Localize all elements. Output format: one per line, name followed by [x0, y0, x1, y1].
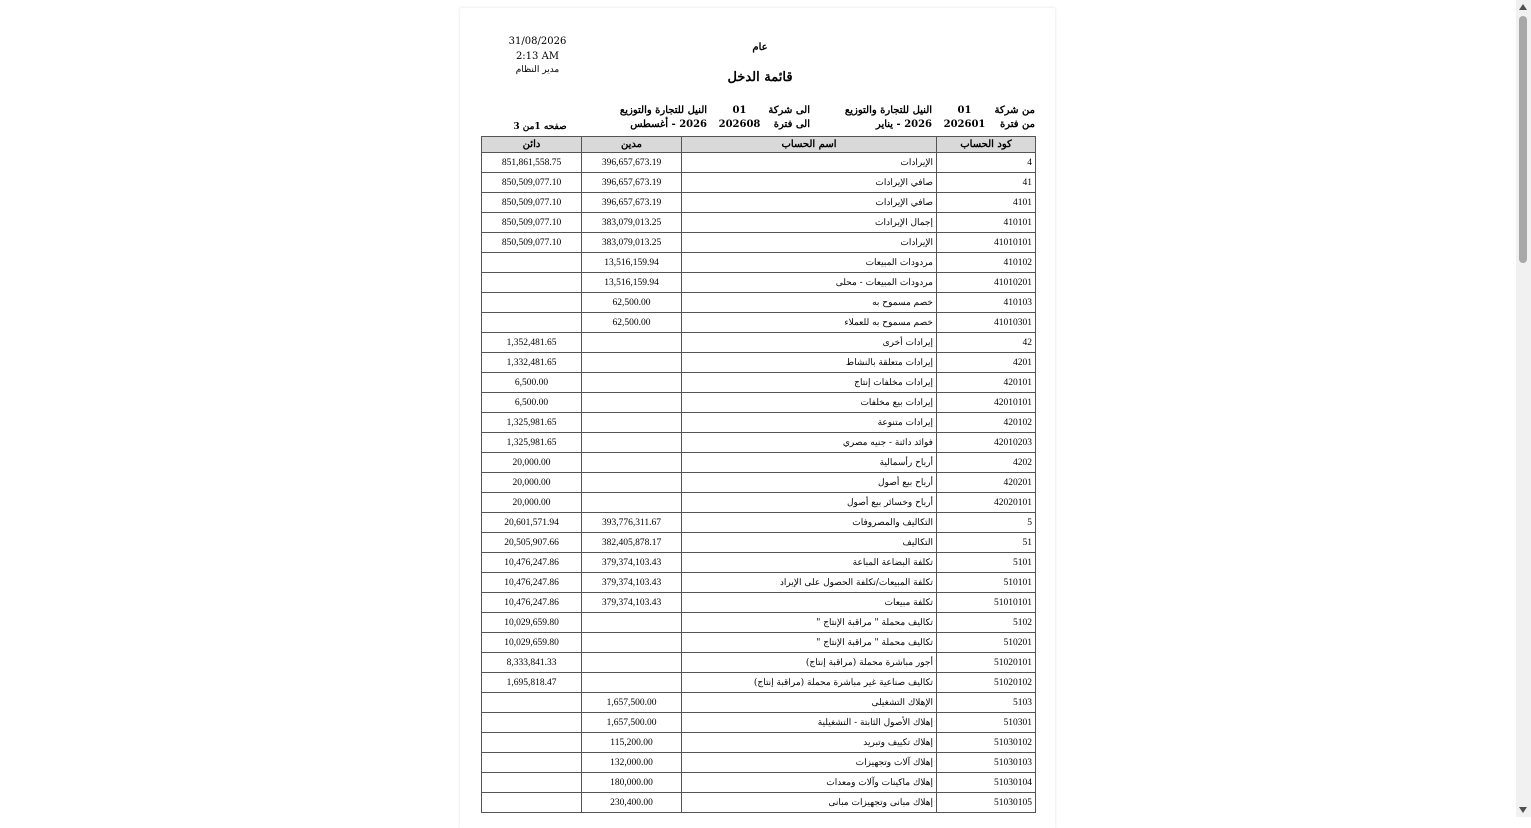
- to-filter: [620, 104, 810, 132]
- credit-cell: [482, 733, 582, 753]
- credit-cell: 20,000.00: [482, 453, 582, 473]
- credit-cell: 1,332,481.65: [482, 353, 582, 373]
- credit-cell: 10,476,247.86: [482, 573, 582, 593]
- credit-cell: 10,476,247.86: [482, 553, 582, 573]
- table-header-row: [482, 137, 1036, 153]
- account-name-cell: أرباح بيع أصول: [682, 473, 937, 493]
- account-code-cell: 510201: [937, 633, 1036, 653]
- debit-cell: 383,079,013.25: [582, 233, 682, 253]
- account-code-cell: 51030103: [937, 753, 1036, 773]
- account-code-cell: 410103: [937, 293, 1036, 313]
- debit-cell: [582, 333, 682, 353]
- account-code-cell: 420102: [937, 413, 1036, 433]
- credit-cell: 10,029,659.80: [482, 613, 582, 633]
- credit-cell: 1,695,818.47: [482, 673, 582, 693]
- table-row: [482, 613, 1036, 633]
- from-period-line: [845, 118, 1035, 132]
- account-name-cell: أرباح رأسمالية: [682, 453, 937, 473]
- credit-cell: 851,861,558.75: [482, 153, 582, 173]
- credit-cell: 6,500.00: [482, 393, 582, 413]
- table-row: [482, 233, 1036, 253]
- report-datetime: [500, 34, 575, 64]
- scroll-up-arrow-icon[interactable]: [1519, 4, 1527, 10]
- account-code-cell: 51020101: [937, 653, 1036, 673]
- account-name-cell: أجور مباشرة محملة (مراقبة إنتاج): [682, 653, 937, 673]
- report-type: عام: [752, 42, 768, 53]
- debit-cell: 383,079,013.25: [582, 213, 682, 233]
- table-row: [482, 273, 1036, 293]
- account-code-cell: 4201: [937, 353, 1036, 373]
- debit-cell: [582, 633, 682, 653]
- account-code-cell: 51010101: [937, 593, 1036, 613]
- credit-cell: 850,509,077.10: [482, 193, 582, 213]
- report-time: 2:13 AM: [515, 51, 560, 62]
- table-row: [482, 633, 1036, 653]
- account-name-cell: إيرادات أخرى: [682, 333, 937, 353]
- account-name-cell: تكاليف محملة " مراقبة الإنتاج ": [682, 633, 937, 653]
- account-name-cell: إهلاك تكييف وتبريد: [682, 733, 937, 753]
- account-code-cell: 41010101: [937, 233, 1036, 253]
- account-code-cell: 410101: [937, 213, 1036, 233]
- account-name-cell: تكلفة مبيعات: [682, 593, 937, 613]
- from-period-code: 202601: [943, 119, 986, 130]
- table-row: [482, 313, 1036, 333]
- debit-cell: [582, 413, 682, 433]
- debit-cell: [582, 653, 682, 673]
- account-code-cell: 51: [937, 533, 1036, 553]
- table-row: [482, 293, 1036, 313]
- table-row: [482, 193, 1036, 213]
- debit-cell: [582, 393, 682, 413]
- account-code-cell: 5103: [937, 693, 1036, 713]
- account-code-cell: 51030104: [937, 773, 1036, 793]
- credit-cell: [482, 793, 582, 813]
- table-row: [482, 333, 1036, 353]
- from-period-label: من فترة: [999, 119, 1035, 130]
- table-row: [482, 353, 1036, 373]
- debit-cell: 180,000.00: [582, 773, 682, 793]
- account-code-cell: 5: [937, 513, 1036, 533]
- page-info: صفحه 1من 3: [513, 122, 567, 132]
- account-name-cell: الإيرادات: [682, 233, 937, 253]
- table-row: [482, 733, 1036, 753]
- debit-cell: [582, 353, 682, 373]
- from-company-label: من شركة: [994, 105, 1035, 116]
- credit-cell: 8,333,841.33: [482, 653, 582, 673]
- table-row: [482, 653, 1036, 673]
- table-body: [482, 153, 1036, 813]
- debit-cell: 379,374,103.43: [582, 573, 682, 593]
- account-name-cell: تكاليف صناعية غير مباشرة محملة (مراقبة إنتاج): [682, 673, 937, 693]
- table-row: [482, 433, 1036, 453]
- table-row: [482, 173, 1036, 193]
- to-period-code: 202608: [718, 119, 761, 130]
- col-debit-header: مدين: [582, 137, 682, 153]
- account-name-cell: أرباح وخسائر بيع أصول: [682, 493, 937, 513]
- debit-cell: 13,516,159.94: [582, 273, 682, 293]
- account-name-cell: الإيرادات: [682, 153, 937, 173]
- account-name-cell: التكاليف: [682, 533, 937, 553]
- account-name-cell: صافي الإيرادات: [682, 173, 937, 193]
- vertical-scrollbar[interactable]: [1516, 0, 1531, 817]
- account-code-cell: 42: [937, 333, 1036, 353]
- account-code-cell: 420201: [937, 473, 1036, 493]
- to-period-label: الى فترة: [773, 119, 810, 130]
- credit-cell: 20,601,571.94: [482, 513, 582, 533]
- credit-cell: 1,325,981.65: [482, 433, 582, 453]
- credit-cell: 850,509,077.10: [482, 233, 582, 253]
- account-code-cell: 410102: [937, 253, 1036, 273]
- debit-cell: [582, 433, 682, 453]
- credit-cell: 6,500.00: [482, 373, 582, 393]
- to-period-line: [620, 118, 810, 132]
- account-code-cell: 51020102: [937, 673, 1036, 693]
- account-code-cell: 510101: [937, 573, 1036, 593]
- income-statement-table: [481, 136, 1036, 813]
- debit-cell: 396,657,673.19: [582, 153, 682, 173]
- table-row: [482, 393, 1036, 413]
- credit-cell: [482, 293, 582, 313]
- debit-cell: 13,516,159.94: [582, 253, 682, 273]
- account-code-cell: 420101: [937, 373, 1036, 393]
- account-code-cell: 4101: [937, 193, 1036, 213]
- table-row: [482, 413, 1036, 433]
- debit-cell: 382,405,878.17: [582, 533, 682, 553]
- account-name-cell: تكاليف محملة " مراقبة الإنتاج ": [682, 613, 937, 633]
- from-company-line: [845, 104, 1035, 118]
- account-name-cell: إهلاك مبانى وتجهيزات مبانى: [682, 793, 937, 813]
- account-name-cell: فوائد دائنة - جنيه مصري: [682, 433, 937, 453]
- account-name-cell: إيرادات متنوعة: [682, 413, 937, 433]
- col-credit-header: دائن: [482, 137, 582, 153]
- from-filter: [845, 104, 1035, 132]
- account-code-cell: 42020101: [937, 493, 1036, 513]
- debit-cell: 132,000.00: [582, 753, 682, 773]
- account-name-cell: الإهلاك التشغيلى: [682, 693, 937, 713]
- from-company-name: النيل للتجارة والتوزيع: [844, 105, 933, 116]
- credit-cell: [482, 713, 582, 733]
- to-company-line: [620, 104, 810, 118]
- account-name-cell: إهلاك آلات وتجهيزات: [682, 753, 937, 773]
- table-row: [482, 153, 1036, 173]
- table-row: [482, 493, 1036, 513]
- account-name-cell: إيرادات مخلفات إنتاج: [682, 373, 937, 393]
- account-name-cell: صافي الإيرادات: [682, 193, 937, 213]
- debit-cell: 1,657,500.00: [582, 713, 682, 733]
- account-code-cell: 4: [937, 153, 1036, 173]
- debit-cell: 115,200.00: [582, 733, 682, 753]
- table-row: [482, 453, 1036, 473]
- account-code-cell: 41: [937, 173, 1036, 193]
- credit-cell: [482, 313, 582, 333]
- debit-cell: [582, 373, 682, 393]
- debit-cell: 1,657,500.00: [582, 693, 682, 713]
- table-row: [482, 753, 1036, 773]
- table-row: [482, 533, 1036, 553]
- debit-cell: 379,374,103.43: [582, 593, 682, 613]
- account-name-cell: إجمال الإيرادات: [682, 213, 937, 233]
- table-row: [482, 713, 1036, 733]
- debit-cell: 62,500.00: [582, 313, 682, 333]
- account-code-cell: 42010203: [937, 433, 1036, 453]
- credit-cell: 1,352,481.65: [482, 333, 582, 353]
- credit-cell: [482, 753, 582, 773]
- table-row: [482, 553, 1036, 573]
- account-name-cell: خصم مسموح به: [682, 293, 937, 313]
- report-date: 31/08/2026: [508, 36, 567, 47]
- table-row: [482, 793, 1036, 813]
- account-name-cell: التكاليف والمصروفات: [682, 513, 937, 533]
- table-row: [482, 593, 1036, 613]
- credit-cell: 10,476,247.86: [482, 593, 582, 613]
- account-name-cell: تكلفة المبيعات/تكلفة الحصول على الإيراد: [682, 573, 937, 593]
- account-code-cell: 510301: [937, 713, 1036, 733]
- scroll-down-arrow-icon[interactable]: [1519, 807, 1527, 813]
- debit-cell: [582, 673, 682, 693]
- account-name-cell: إهلاك الأصول الثابتة - التشغيلية: [682, 713, 937, 733]
- to-company-code: 01: [732, 105, 747, 116]
- debit-cell: [582, 453, 682, 473]
- credit-cell: 20,000.00: [482, 473, 582, 493]
- table-row: [482, 213, 1036, 233]
- account-code-cell: 41010201: [937, 273, 1036, 293]
- report-user: مدير النظام: [515, 65, 560, 75]
- table-row: [482, 373, 1036, 393]
- debit-cell: [582, 473, 682, 493]
- col-name-header: اسم الحساب: [682, 137, 937, 153]
- table-row: [482, 573, 1036, 593]
- table-row: [482, 473, 1036, 493]
- account-name-cell: إهلاك ماكينات وآلات ومعدات: [682, 773, 937, 793]
- report-title: قائمة الدخل: [727, 70, 793, 85]
- report-page: [460, 8, 1055, 828]
- account-code-cell: 42010101: [937, 393, 1036, 413]
- credit-cell: 20,505,907.66: [482, 533, 582, 553]
- debit-cell: 379,374,103.43: [582, 553, 682, 573]
- scrollbar-thumb[interactable]: [1519, 16, 1527, 263]
- credit-cell: [482, 253, 582, 273]
- table-row: [482, 513, 1036, 533]
- credit-cell: 10,029,659.80: [482, 633, 582, 653]
- account-name-cell: مردودات المبيعات: [682, 253, 937, 273]
- credit-cell: [482, 273, 582, 293]
- from-period-name: 2026 - يناير: [875, 119, 933, 130]
- credit-cell: 20,000.00: [482, 493, 582, 513]
- to-period-name: 2026 - أغسطس: [630, 119, 708, 130]
- account-code-cell: 51030102: [937, 733, 1036, 753]
- to-company-label: الى شركة: [768, 105, 810, 116]
- credit-cell: 850,509,077.10: [482, 173, 582, 193]
- account-code-cell: 41010301: [937, 313, 1036, 333]
- table-row: [482, 693, 1036, 713]
- credit-cell: [482, 773, 582, 793]
- debit-cell: [582, 613, 682, 633]
- credit-cell: 850,509,077.10: [482, 213, 582, 233]
- debit-cell: [582, 493, 682, 513]
- account-code-cell: 4202: [937, 453, 1036, 473]
- account-name-cell: تكلفة البضاعة المباعة: [682, 553, 937, 573]
- credit-cell: [482, 693, 582, 713]
- account-code-cell: 5101: [937, 553, 1036, 573]
- account-name-cell: إيرادات بيع مخلفات: [682, 393, 937, 413]
- from-company-code: 01: [957, 105, 972, 116]
- account-name-cell: مردودات المبيعات - محلى: [682, 273, 937, 293]
- debit-cell: 230,400.00: [582, 793, 682, 813]
- account-code-cell: 51030105: [937, 793, 1036, 813]
- to-company-name: النيل للتجارة والتوزيع: [619, 105, 708, 116]
- account-name-cell: إيرادات متعلقة بالنشاط: [682, 353, 937, 373]
- table-row: [482, 773, 1036, 793]
- table-row: [482, 673, 1036, 693]
- credit-cell: 1,325,981.65: [482, 413, 582, 433]
- account-code-cell: 5102: [937, 613, 1036, 633]
- debit-cell: 393,776,311.67: [582, 513, 682, 533]
- account-name-cell: خصم مسموح به للعملاء: [682, 313, 937, 333]
- debit-cell: 62,500.00: [582, 293, 682, 313]
- debit-cell: 396,657,673.19: [582, 173, 682, 193]
- debit-cell: 396,657,673.19: [582, 193, 682, 213]
- col-code-header: كود الحساب: [937, 137, 1036, 153]
- table-row: [482, 253, 1036, 273]
